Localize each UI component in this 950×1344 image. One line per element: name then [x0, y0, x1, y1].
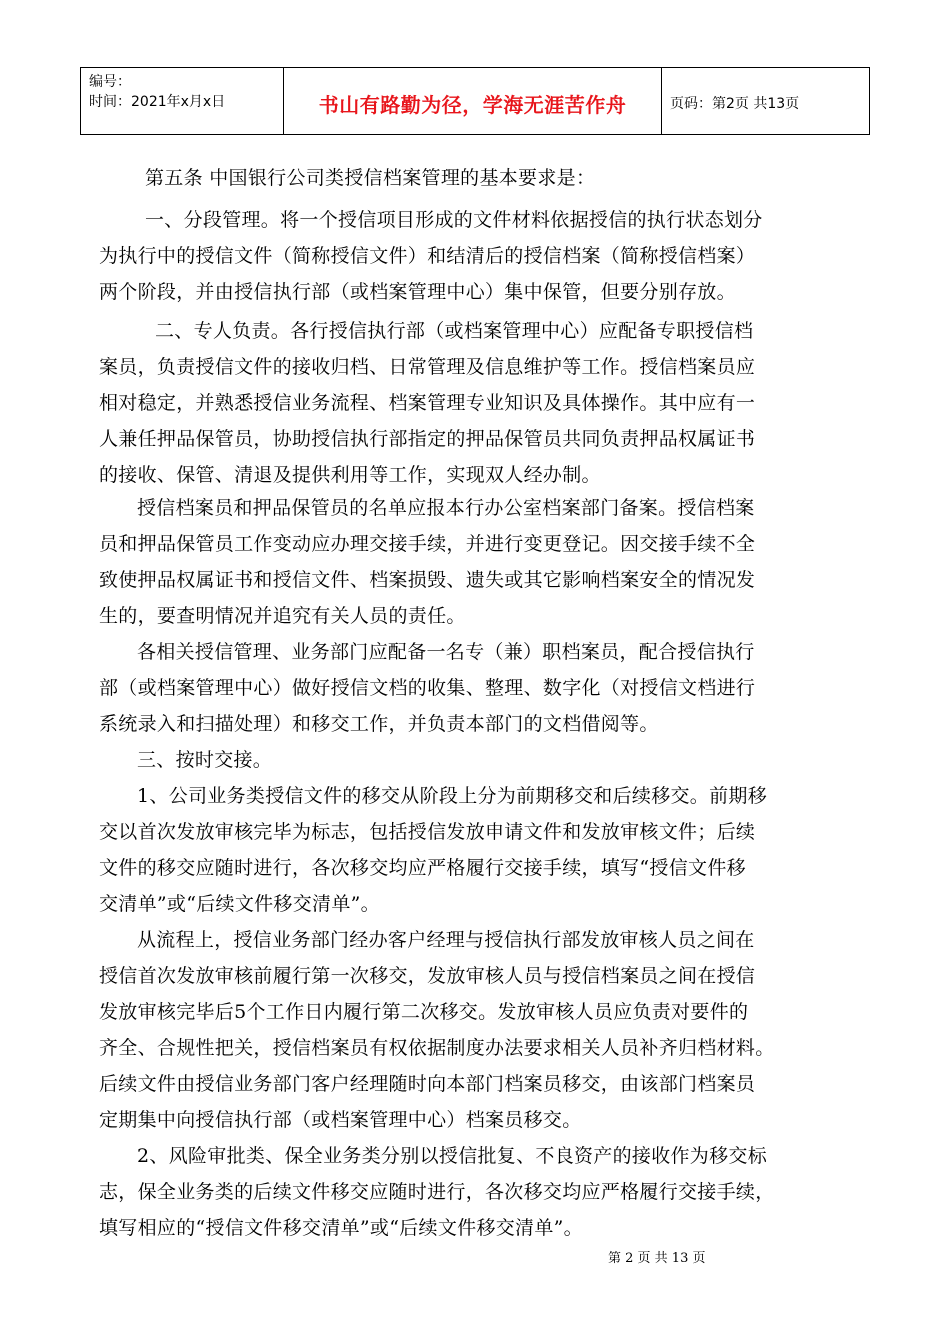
body-line: 2、风险审批类、保全业务类分别以授信批复、不良资产的接收作为移交标 — [137, 1145, 767, 1167]
body-line: 二、专人负责。各行授信执行部（或档案管理中心）应配备专职授信档 — [155, 320, 754, 342]
body-line: 填写相应的“授信文件移交清单”或“后续文件移交清单”。 — [99, 1217, 583, 1239]
body-line: 交以首次发放审核完毕为标志，包括授信发放申请文件和发放审核文件；后续 — [99, 821, 756, 843]
body-line: 生的，要查明情况并追究有关人员的责任。 — [99, 605, 466, 627]
document-number-label: 编号： — [89, 74, 131, 90]
body-line: 1、公司业务类授信文件的移交从阶段上分为前期移交和后续移交。前期移 — [137, 785, 767, 807]
body-line: 从流程上，授信业务部门经办客户经理与授信执行部发放审核人员之间在 — [137, 929, 755, 951]
body-line: 一、分段管理。将一个授信项目形成的文件材料依据授信的执行状态划分 — [145, 209, 763, 231]
body-line: 系统录入和扫描处理）和移交工作，并负责本部门的文档借阅等。 — [99, 713, 659, 735]
body-line: 人兼任押品保管员，协助授信执行部指定的押品保管员共同负责押品权属证书 — [99, 428, 756, 450]
page-footer: 第 2 页 共 13 页 — [608, 1251, 706, 1266]
body-line: 两个阶段，并由授信执行部（或档案管理中心）集中保管，但要分别存放。 — [99, 281, 736, 303]
body-line: 的接收、保管、清退及提供利用等工作，实现双人经办制。 — [99, 464, 601, 486]
body-line: 为执行中的授信文件（简称授信文件）和结清后的授信档案（简称授信档案） — [99, 245, 756, 267]
header-motto: 书山有路勤为径，学海无涯苦作舟 — [284, 68, 662, 134]
body-line: 交清单”或“后续文件移交清单”。 — [99, 893, 380, 915]
document-time-label: 时间：2021年x月x日 — [89, 94, 226, 110]
body-line: 员和押品保管员工作变动应办理交接手续，并进行变更登记。因交接手续不全 — [99, 533, 756, 555]
body-line: 定期集中向授信执行部（或档案管理中心）档案员移交。 — [99, 1109, 582, 1131]
body-line: 各相关授信管理、业务部门应配备一名专（兼）职档案员，配合授信执行 — [137, 641, 755, 663]
body-line: 授信档案员和押品保管员的名单应报本行办公室档案部门备案。授信档案 — [137, 497, 755, 519]
body-line: 文件的移交应随时进行，各次移交均应严格履行交接手续，填写“授信文件移 — [99, 857, 746, 879]
body-line: 案员，负责授信文件的接收归档、日常管理及信息维护等工作。授信档案员应 — [99, 356, 756, 378]
body-line: 齐全、合规性把关，授信档案员有权依据制度办法要求相关人员补齐归档材料。 — [99, 1037, 775, 1059]
header-info-cell — [81, 68, 284, 134]
body-line: 三、按时交接。 — [137, 749, 273, 771]
body-line: 部（或档案管理中心）做好授信文档的收集、整理、数字化（对授信文档进行 — [99, 677, 756, 699]
page-header — [80, 67, 870, 135]
body-line: 后续文件由授信业务部门客户经理随时向本部门档案员移交，由该部门档案员 — [99, 1073, 756, 1095]
body-line: 发放审核完毕后5个工作日内履行第二次移交。发放审核人员应负责对要件的 — [99, 1001, 749, 1023]
body-line: 第五条 中国银行公司类授信档案管理的基本要求是： — [145, 167, 596, 189]
body-line: 致使押品权属证书和授信文件、档案损毁、遗失或其它影响档案安全的情况发 — [99, 569, 756, 591]
body-line: 授信首次发放审核前履行第一次移交，发放审核人员与授信档案员之间在授信 — [99, 965, 756, 987]
body-line: 志，保全业务类的后续文件移交应随时进行，各次移交均应严格履行交接手续， — [99, 1181, 775, 1203]
header-page-info: 页码：第2页 共13页 — [670, 96, 800, 112]
body-line: 相对稳定，并熟悉授信业务流程、档案管理专业知识及具体操作。其中应有一 — [99, 392, 756, 414]
